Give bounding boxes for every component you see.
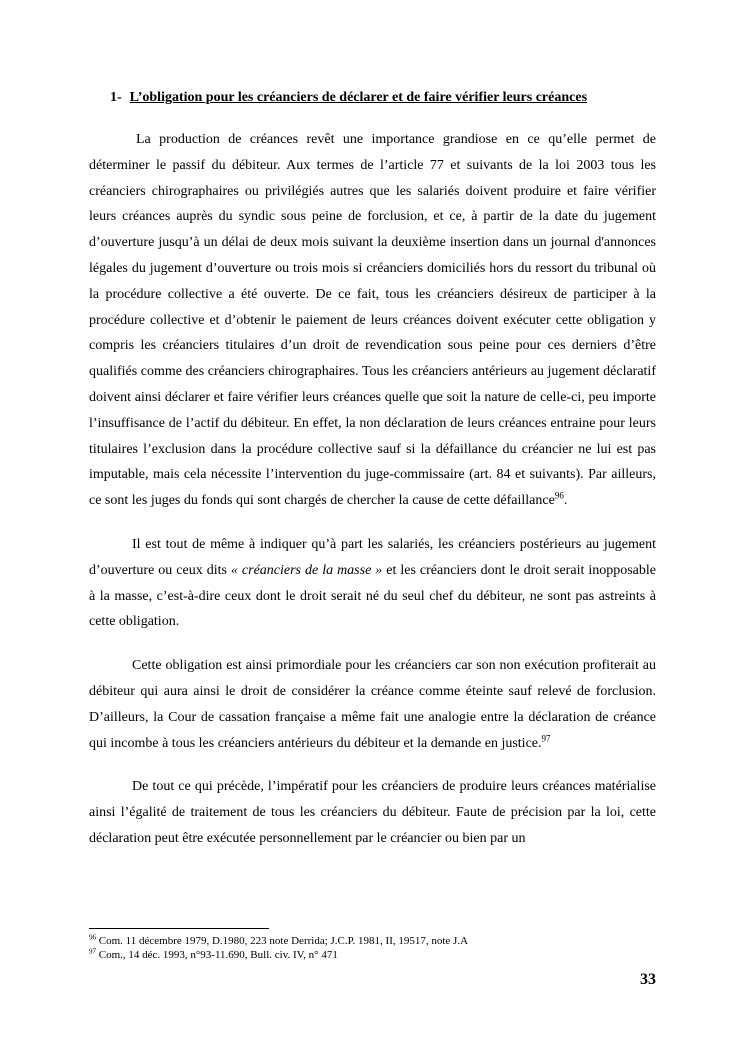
paragraph-2-italic: « créanciers de la masse » [230, 562, 383, 578]
section-title: L’obligation pour les créanciers de déclarer et de faire vérifier leurs créances [129, 90, 588, 105]
footnote-96-text: Com. 11 décembre 1979, D.1980, 223 note Derrida; J.C.P. 1981, II, 19517, note J.A [96, 935, 469, 947]
footnote-97-text: Com., 14 déc. 1993, n°93-11.690, Bull. civ. IV, n° 471 [96, 949, 338, 961]
footnote-ref-96[interactable]: 96 [554, 490, 564, 501]
footnote-97-number: 97 [89, 947, 96, 956]
paragraph-2-after: et les créanciers dont le droit serait inopposable à la masse, c’est-à-dire ceux dont le droit serait né du seul chef du débiteur, ne sont pas astreints à cette obligation. [89, 562, 656, 630]
footnote-96 [89, 934, 656, 948]
footnotes [89, 934, 656, 962]
footnote-separator [89, 928, 269, 929]
footnote-ref-97[interactable]: 97 [541, 732, 551, 743]
paragraph-1 [89, 127, 656, 514]
footnote-96-number: 96 [89, 933, 96, 942]
paragraph-2 [89, 532, 656, 635]
paragraph-4 [89, 774, 656, 851]
paragraph-3 [89, 653, 656, 756]
paragraph-1-text: La production de créances revêt une importance grandiose en ce qu’elle permet de déterminer le passif du débiteur. Aux termes de l’article 77 et suivants de la loi 2003 tous les créanciers chirographaires ou privilégiés autres que les salariés doivent produire et faire vérifier leurs créances auprès du syndic sous peine de forclusion, et ce, à partir de la date du jugement d’ouverture jusqu’à un délai de deux mois suivant la deuxième insertion dans un journal d'annonces légales du jugement d’ouverture ou trois mois si créanciers domiciliés hors du ressort du tribunal où la procédure collective a été ouverte. De ce fait, tous les créanciers désireux de participer à la procédure collective et d’obtenir le paiement de leurs créances doivent exécuter cette obligation y compris les créanciers titulaires d’un droit de revendication sous peine pour ces derniers d’être qualifiés comme des créanciers chirographaires. Tous les créanciers antérieurs au jugement déclaratif doivent ainsi déclarer et faire vérifier leurs créances quelle que soit la nature de celle-ci, peu importe l’insuffisance de l’actif du débiteur. En effet, la non déclaration de leurs créances entraine pour leurs titulaires l’exclusion dans la procédure collective sauf si la défaillance du créancier ne lui est pas imputable, mais cela nécessite l’intervention du juge-commissaire (art. 84 et suivants). Par ailleurs, ce sont les juges du fonds qui sont chargés de chercher la cause de cette défaillance [89, 132, 656, 509]
footnote-97 [89, 948, 656, 962]
paragraph-3-text: Cette obligation est ainsi primordiale pour les créanciers car son non exécution profiterait au débiteur qui aura ainsi le droit de considérer la créance comme éteinte sauf relevé de forclusion. D’ailleurs, la Cour de cassation française a même fait une analogie entre la déclaration de créance qui incombe à tous les créanciers antérieurs du débiteur et la demande en justice. [89, 658, 656, 751]
section-heading [110, 89, 670, 107]
page-number: 33 [640, 971, 656, 988]
section-number: 1- [110, 90, 122, 105]
paragraph-2-before: Il est tout de même à indiquer qu’à part les salariés, les créanciers postérieurs au jugement d’ouverture ou ceux dits [89, 536, 656, 578]
paragraph-4-text: De tout ce qui précède, l’impératif pour les créanciers de produire leurs créances matérialise ainsi l’égalité de traitement de tous les créanciers du débiteur. Faute de précision par la loi, cette déclaration peut être exécutée personnellement par le créancier ou bien par un [89, 779, 656, 846]
body-text [89, 127, 656, 870]
paragraph-1-tail: . [563, 493, 568, 509]
